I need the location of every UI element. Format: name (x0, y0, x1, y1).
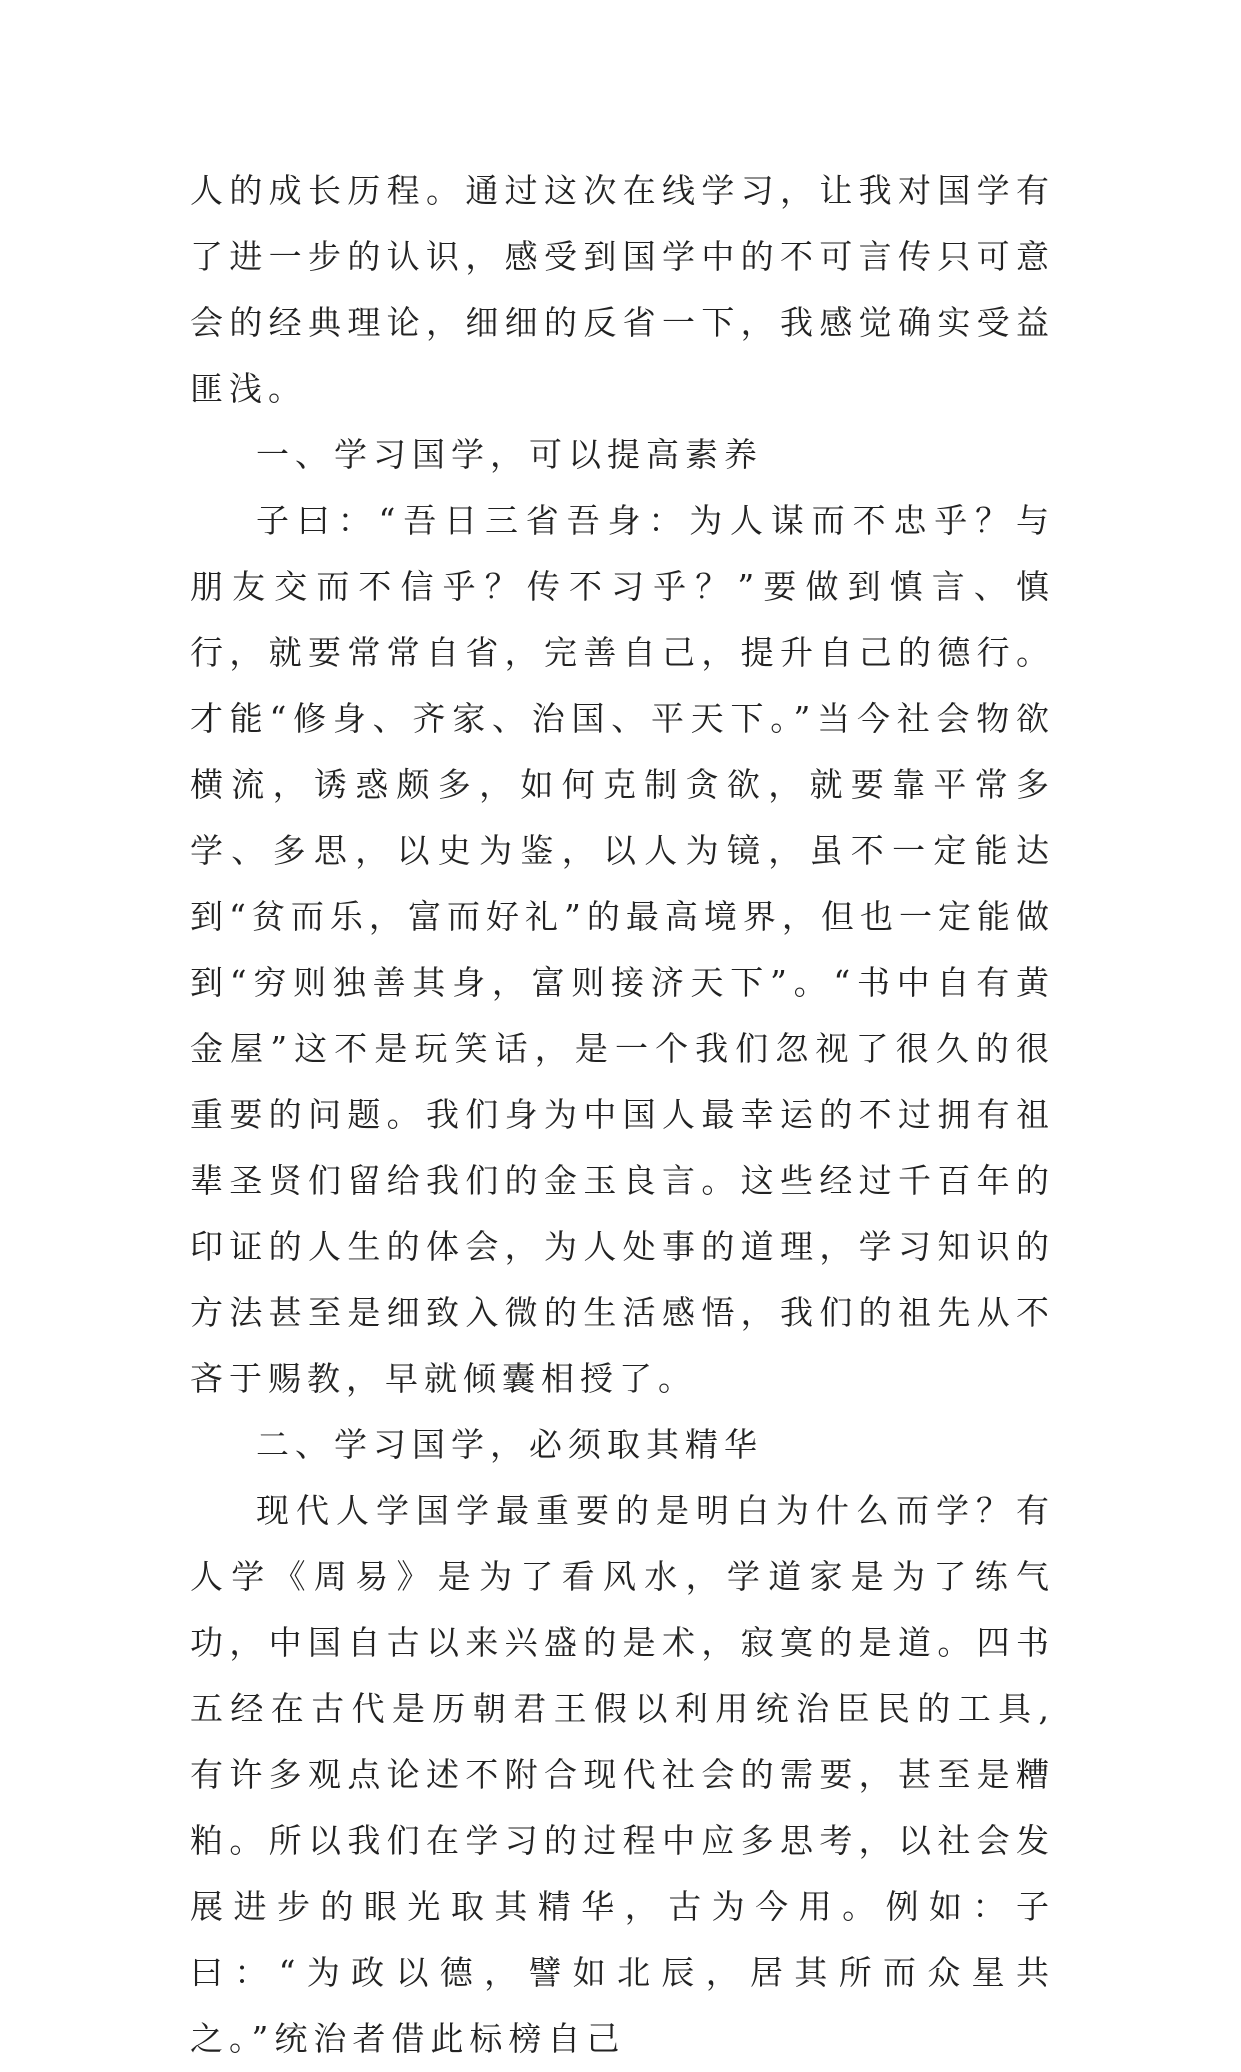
body-text (190, 158, 1055, 2072)
paragraph-self-reflection: 子曰：“吾日三省吾身：为人谋而不忠乎？与朋友交而不信乎？传不习乎？”要做到慎言、慎行，就要常常自省，完善自己，提升自己的德行。才能“修身、齐家、治国、平天下。”当今社会物欲横流，诱惑颇多，如何克制贪欲，就要靠平常多学、多思，以史为鉴，以人为镜，虽不一定能达到“贫而乐，富而好礼”的最高境界，但也一定能做到“穷则独善其身，富则接济天下”。“书中自有黄金屋”这不是玩笑话，是一个我们忽视了很久的很重要的问题。我们身为中国人最幸运的不过拥有祖辈圣贤们留给我们的金玉良言。这些经过千百年的印证的人生的体会，为人处事的道理，学习知识的方法甚至是细致入微的生活感悟，我们的祖先从不吝于赐教，早就倾囊相授了。 (190, 501, 1055, 1398)
section-heading-2: 二、学习国学，必须取其精华 (256, 1425, 763, 1464)
paragraph-continuation: 人的成长历程。通过这次在线学习，让我对国学有了进一步的认识，感受到国学中的不可言传只可意会的经典理论，细细的反省一下，我感觉确实受益匪浅。 (190, 171, 1055, 408)
paragraph-essence: 现代人学国学最重要的是明白为什么而学？有人学《周易》是为了看风水，学道家是为了练气功，中国自古以来兴盛的是术，寂寞的是道。四书五经在古代是历朝君王假以利用统治臣民的工具,有许多观点论述不附合现代社会的需要，甚至是糟粕。所以我们在学习的过程中应多思考，以社会发展进步的眼光取其精华，古为今用。例如：子曰：“为政以德，譬如北辰，居其所而众星共之。”统治者借此标榜自己 (190, 1491, 1055, 2058)
section-heading-1: 一、学习国学，可以提高素养 (256, 435, 763, 474)
